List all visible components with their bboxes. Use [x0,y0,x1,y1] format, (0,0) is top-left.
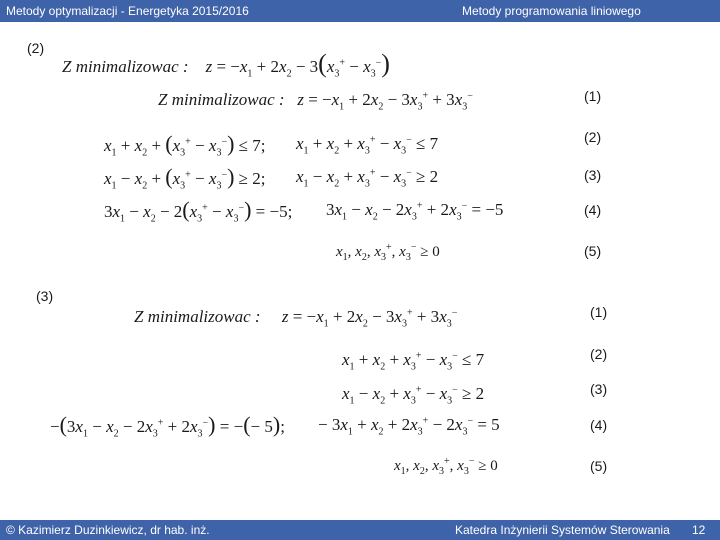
nonnegativity-3: $x_1$, $x_2$, $x_3^+$, $x_3^- \ge 0$ [394,456,498,477]
constraint-3-4-left: $-(3x_1 - x_2 - 2x_3^+ + 2x_3^-)$ = −(− 5); [50,412,285,440]
objective-line-3: Z minimalizowac : $z = -x_1 + 2x_2 - 3x_3^+ + 3x_3^-$ [134,307,458,330]
constraint-3-2: $x_1 + x_2 + x_3^+ - x_3^- \le 7$ [342,350,485,373]
marker-3-4: (4) [590,417,608,433]
constraint-2-right: $x_1 + x_2 + x_3^+ - x_3^- \le 7$ [296,134,439,157]
marker-2-2: (2) [584,129,602,145]
constraint-3-4-right: − $3x_1 + x_2 + 2x_3^+ - 2x_3^- = 5$ [318,415,500,438]
department-name: Katedra Inżynierii Systemów Sterowania [455,523,670,537]
constraint-4-left: $3x_1 - x_2 - 2(x_3^+ - x_3^-) = -5$; [104,197,293,225]
marker-3-1: (1) [590,304,608,320]
marker-2-4: (4) [584,202,602,218]
marker-3-5: (5) [590,458,608,474]
lecture-title: Metody programowania liniowego [462,4,641,18]
marker-2-3: (3) [584,167,602,183]
nonnegativity-2: $x_1$, $x_2$, $x_3^+$, $x_3^- \ge 0$ [336,242,440,263]
marker-2-5: (5) [584,243,602,259]
section-2-tag: (2) [27,40,45,56]
section-3-tag: (3) [36,288,54,304]
header-bar [0,0,720,22]
page-number: 12 [692,523,706,537]
marker-3-3: (3) [590,381,608,397]
footer-bar [0,520,720,540]
author-credit: © Kazimierz Duzinkiewicz, dr hab. inż. [6,523,210,537]
marker-3-2: (2) [590,346,608,362]
objective-line-2: Z minimalizowac : $z = -x_1 + 2x_2 - 3x_3^+ + 3x_3^-$ [158,90,473,113]
constraint-4-right: $3x_1 - x_2 - 2x_3^+ + 2x_3^- = -5$ [326,200,504,223]
constraint-3-right: $x_1 - x_2 + x_3^+ - x_3^- \ge 2$ [296,167,439,190]
marker-2-1: (1) [584,88,602,104]
constraint-3-3: $x_1 - x_2 + x_3^+ - x_3^- \ge 2$ [342,384,485,407]
constraint-2-left: $x_1 + x_2 + (x_3^+ - x_3^-) \le 7$; [104,131,266,159]
constraint-3-left: $x_1 - x_2 + (x_3^+ - x_3^-) \ge 2$; [104,164,266,192]
course-title: Metody optymalizacji - Energetyka 2015/2016 [6,4,249,18]
objective-line-1: Z minimalizowac : $z = -x_1 + 2x_2 - 3(x_3^+ - x_3^-)$ [62,49,390,80]
